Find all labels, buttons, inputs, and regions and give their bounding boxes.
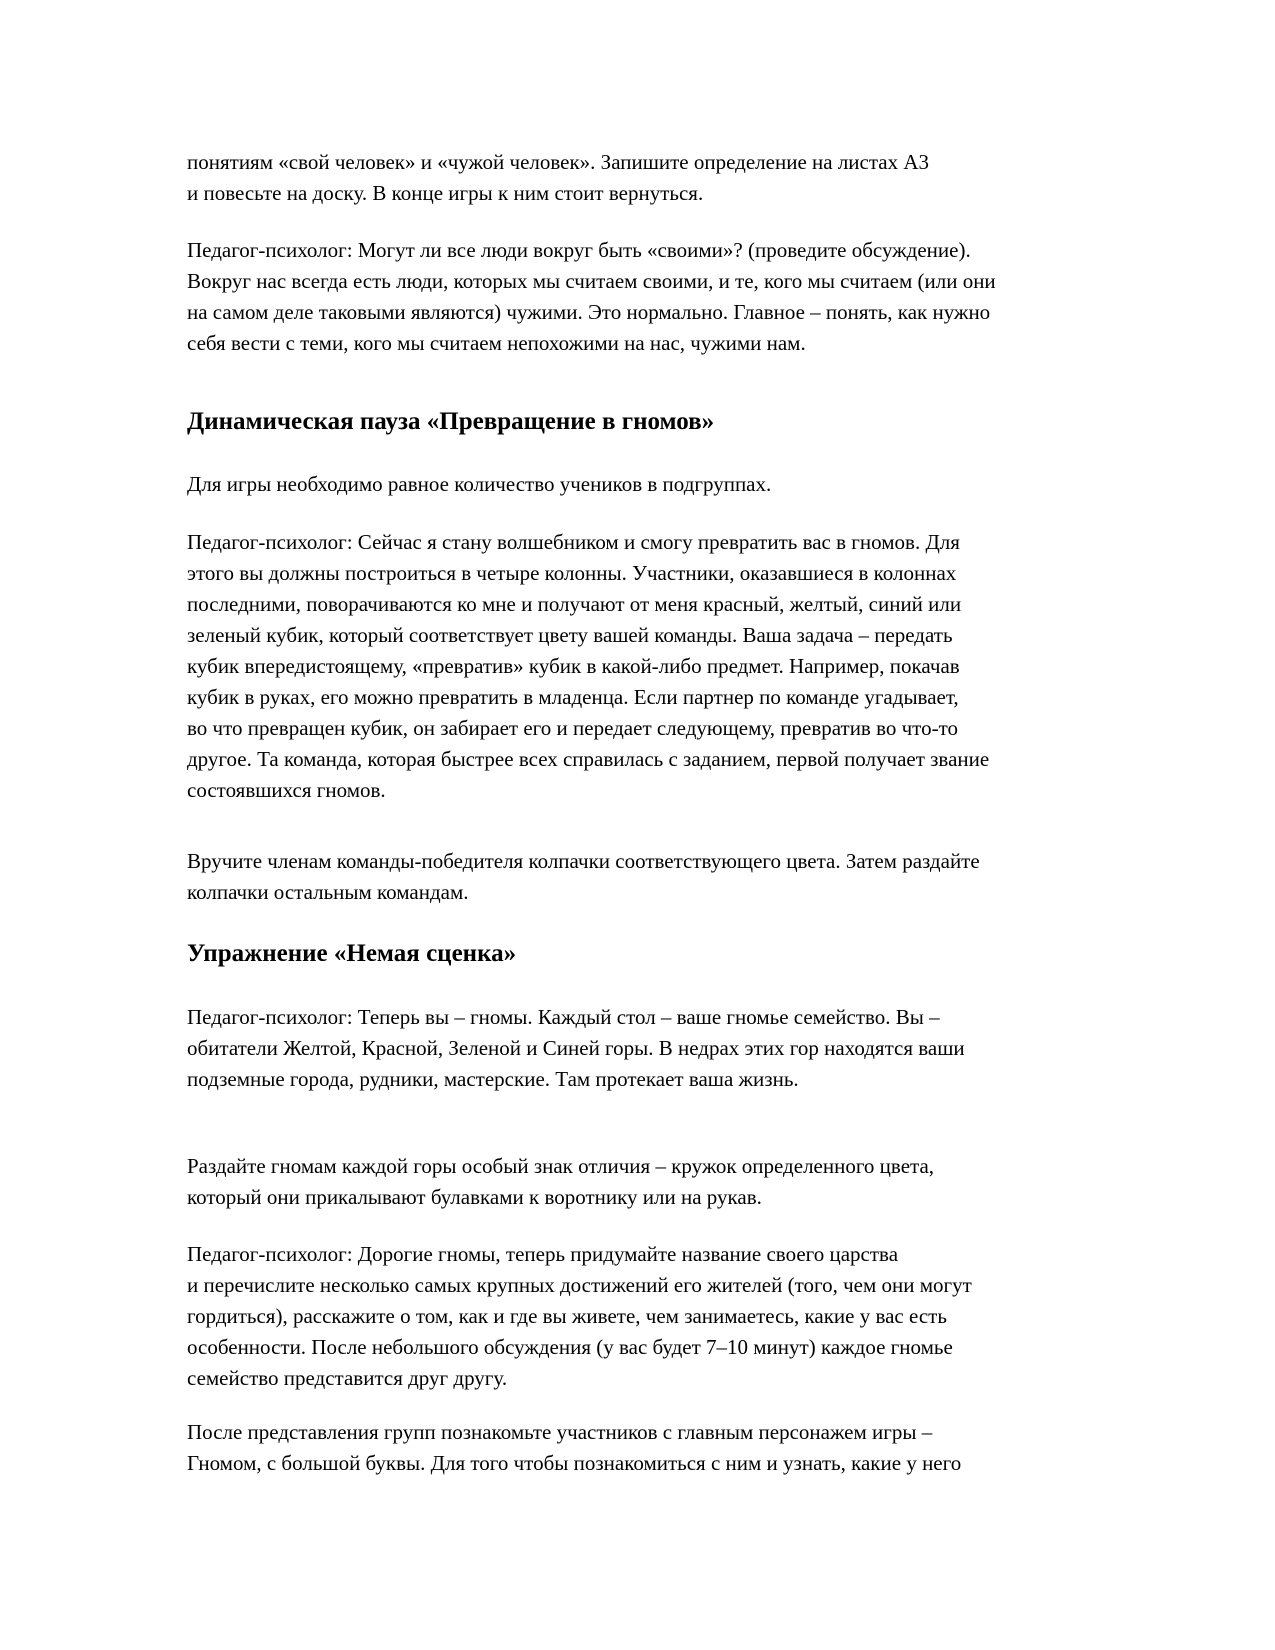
text-line: Вручите членам команды-победителя колпачки соответствующего цвета. Затем раздайте: [187, 849, 980, 873]
paragraph-caps-award: [187, 846, 1087, 908]
text-line: и повесьте на доску. В конце игры к ним стоит вернуться.: [187, 181, 704, 205]
text-line: другое. Та команда, которая быстрее всех справилась с заданием, первой получает звание: [187, 747, 990, 771]
paragraph-main-gnome-intro: [187, 1417, 1087, 1479]
text-line: последними, поворачиваются ко мне и получают от меня красный, желтый, синий или: [187, 592, 962, 616]
text-line: состоявшихся гномов.: [187, 778, 386, 802]
paragraph-kingdom-name: [187, 1239, 1087, 1394]
text-line: обитатели Желтой, Красной, Зеленой и Синей горы. В недрах этих гор находятся ваши: [187, 1036, 965, 1060]
text-line: Для игры необходимо равное количество учеников в подгруппах.: [187, 472, 772, 496]
paragraph-gnome-families: [187, 1002, 1087, 1095]
text-line: особенности. После небольшого обсуждения (у вас будет 7–10 минут) каждое гномье: [187, 1335, 953, 1359]
text-line: на самом деле таковыми являются) чужими. Это нормально. Главное – понять, как нужно: [187, 300, 991, 324]
text-line: этого вы должны построиться в четыре колонны. Участники, оказавшиеся в колоннах: [187, 561, 957, 585]
text-line: понятиям «свой человек» и «чужой человек». Запишите определение на листах А3: [187, 150, 930, 174]
text-line: Раздайте гномам каждой горы особый знак отличия – кружок определенного цвета,: [187, 1154, 935, 1178]
text-line: Педагог-психолог: Теперь вы – гномы. Каждый стол – ваше гномье семейство. Вы –: [187, 1005, 940, 1029]
paragraph-distinction-sign: [187, 1151, 1087, 1213]
text-line: После представления групп познакомьте участников с главным персонажем игры –: [187, 1420, 933, 1444]
paragraph-game-requirement: [187, 469, 1087, 500]
text-line: Педагог-психолог: Сейчас я стану волшебником и смогу превратить вас в гномов. Для: [187, 530, 960, 554]
section-heading-dynamic-pause: Динамическая пауза «Превращение в гномов»: [187, 408, 715, 435]
text-line: Педагог-психолог: Могут ли все люди вокруг быть «своими»? (проведите обсуждение).: [187, 238, 971, 262]
text-line: Педагог-психолог: Дорогие гномы, теперь придумайте название своего царства: [187, 1242, 899, 1266]
text-line: подземные города, рудники, мастерские. Там протекает ваша жизнь.: [187, 1067, 799, 1091]
section-heading-silent-scene: Упражнение «Немая сценка»: [187, 940, 517, 967]
paragraph-gnome-transformation: [187, 527, 1087, 806]
text-line: во что превращен кубик, он забирает его и передает следующему, превратив во что-то: [187, 716, 958, 740]
text-line: зеленый кубик, который соответствует цвету вашей команды. Ваша задача – передать: [187, 623, 953, 647]
text-line: кубик впередистоящему, «превратив» кубик в какой-либо предмет. Например, покачав: [187, 654, 960, 678]
paragraph-definition-note: [187, 147, 1087, 209]
paragraph-psychologist-question: [187, 235, 1087, 359]
text-line: себя вести с теми, кого мы считаем непохожими на нас, чужими нам.: [187, 331, 806, 355]
text-line: семейство представится друг другу.: [187, 1366, 508, 1390]
text-line: гордиться), расскажите о том, как и где вы живете, чем занимаетесь, какие у вас есть: [187, 1304, 947, 1328]
text-line: Гномом, с большой буквы. Для того чтобы познакомиться с ним и узнать, какие у него: [187, 1451, 962, 1475]
text-line: и перечислите несколько самых крупных достижений его жителей (того, чем они могут: [187, 1273, 972, 1297]
text-line: колпачки остальным командам.: [187, 880, 469, 904]
text-line: кубик в руках, его можно превратить в младенца. Если партнер по команде угадывает,: [187, 685, 959, 709]
text-line: который они прикалывают булавками к воротнику или на рукав.: [187, 1185, 762, 1209]
text-line: Вокруг нас всегда есть люди, которых мы считаем своими, и те, кого мы считаем (или они: [187, 269, 996, 293]
